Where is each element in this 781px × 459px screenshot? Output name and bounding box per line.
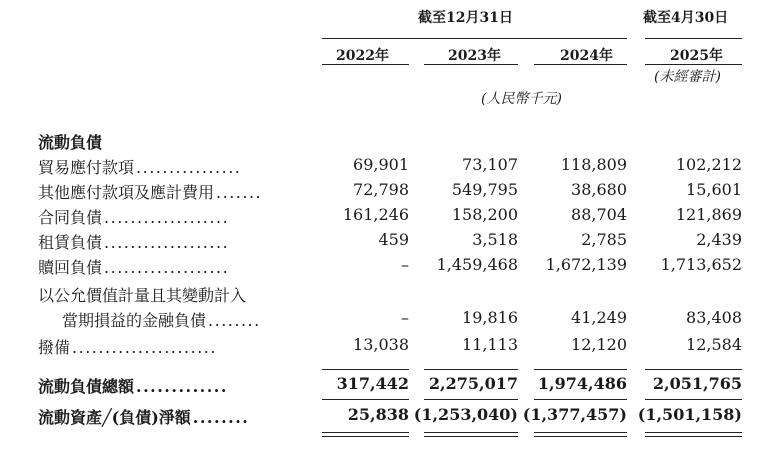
row-value-2022: 317,442 (336, 374, 409, 393)
total-top-rule-2025 (645, 369, 742, 370)
row-label-text: 撥備 (38, 338, 71, 357)
row-leader-dots: ............. (136, 377, 228, 396)
row-value-2023: 1,459,468 (436, 255, 518, 274)
row-label-text: 當期損益的金融負債 (62, 311, 207, 330)
year-2024: 2024年 (560, 48, 613, 64)
row-value-2022: 13,038 (353, 335, 409, 354)
row-value-2025: 15,601 (686, 180, 742, 199)
net-double-rule-b-2022 (322, 436, 409, 437)
row-label (38, 405, 249, 428)
total-top-rule-2022 (322, 369, 409, 370)
row-leader-dots: ................... (104, 208, 230, 227)
unit-note: (人民幣千元) (481, 91, 562, 107)
net-double-rule-b-2024 (534, 436, 627, 437)
year-rule-2025 (645, 64, 742, 65)
row-value-2024: 1,974,486 (537, 374, 627, 393)
row-label (38, 374, 228, 397)
row-value-2024: (1,377,457) (522, 405, 627, 424)
row-value-2023: 3,518 (472, 230, 518, 249)
row-value-2023: 158,200 (451, 205, 518, 224)
net-double-rule-b-2023 (424, 436, 518, 437)
net-double-rule-a-2022 (322, 432, 409, 433)
row-label (38, 335, 217, 358)
row-value-2024: 118,809 (560, 155, 627, 174)
net-double-rule-a-2025 (645, 432, 742, 433)
year-2022: 2022年 (336, 48, 389, 64)
header-group-rule (322, 38, 627, 39)
row-leader-dots: ........ (192, 408, 250, 427)
year-rule-2023 (424, 64, 518, 65)
row-value-2024: 1,672,139 (545, 255, 627, 274)
row-label (62, 308, 261, 331)
net-double-rule-b-2025 (645, 436, 742, 437)
total-top-rule-2023 (424, 369, 518, 370)
row-value-2024: 41,249 (571, 308, 627, 327)
row-value-2022: 72,798 (353, 180, 409, 199)
row-value-2023: (1,253,040) (413, 405, 518, 424)
header-group-label: 截至12月31日 (418, 10, 513, 26)
row-value-2025: 2,439 (696, 230, 742, 249)
row-value-2022: – (401, 255, 409, 274)
row-value-2024: 88,704 (571, 205, 627, 224)
row-leader-dots (246, 286, 248, 305)
row-value-2024: 12,120 (571, 335, 627, 354)
row-value-2022: – (401, 308, 409, 327)
total-bottom-rule-2023 (424, 399, 518, 400)
row-value-2024: 2,785 (581, 230, 627, 249)
row-value-2025: (1,501,158) (637, 405, 742, 424)
row-label (38, 283, 248, 306)
row-leader-dots: ........ (208, 311, 261, 330)
row-leader-dots: ................... (104, 233, 230, 252)
row-value-2022: 25,838 (347, 405, 409, 424)
row-value-2025: 12,584 (686, 335, 742, 354)
row-label (38, 230, 229, 253)
total-bottom-rule-2022 (322, 399, 409, 400)
header-group-rule-2025 (645, 38, 742, 39)
row-value-2025: 1,713,652 (660, 255, 742, 274)
row-label (38, 180, 262, 203)
year-rule-2022 (322, 64, 409, 65)
row-label-text: 流動負債總額 (38, 377, 135, 396)
year-2023: 2023年 (448, 48, 501, 64)
row-value-2023: 19,816 (462, 308, 518, 327)
row-value-2024: 38,680 (571, 180, 627, 199)
row-label-text: 贖回負債 (38, 258, 103, 277)
header-group-label-2025: 截至4月30日 (643, 10, 729, 26)
row-value-2022: 69,901 (353, 155, 409, 174)
row-label-text: 其他應付款項及應計費用 (38, 183, 215, 202)
row-value-2023: 2,275,017 (428, 374, 518, 393)
row-label-text: 租賃負債 (38, 233, 103, 252)
section-title: 流動負債 (38, 133, 103, 152)
total-bottom-rule-2025 (645, 399, 742, 400)
row-value-2025: 121,869 (675, 205, 742, 224)
row-leader-dots: ................... (104, 258, 230, 277)
row-label (38, 205, 229, 228)
row-value-2025: 2,051,765 (652, 374, 742, 393)
net-double-rule-a-2023 (424, 432, 518, 433)
row-label-text: 貿易應付款項 (38, 158, 135, 177)
net-double-rule-a-2024 (534, 432, 627, 433)
row-leader-dots: ...................... (72, 338, 217, 357)
row-label-text: 流動資產╱(負債)淨額 (38, 408, 191, 427)
total-top-rule-2024 (534, 369, 627, 370)
row-value-2022: 459 (378, 230, 409, 249)
row-value-2025: 83,408 (686, 308, 742, 327)
row-leader-dots: ................ (136, 158, 242, 177)
year-2025: 2025年 (670, 48, 723, 64)
row-value-2023: 73,107 (462, 155, 518, 174)
row-label (38, 155, 241, 178)
total-bottom-rule-2024 (534, 399, 627, 400)
row-leader-dots: ....... (216, 183, 263, 202)
row-value-2023: 11,113 (462, 335, 518, 354)
row-value-2022: 161,246 (342, 205, 409, 224)
unaudited-note: (未經審計) (654, 69, 721, 85)
row-label-text: 合同負債 (38, 208, 103, 227)
row-label-text: 以公允價值計量且其變動計入 (38, 286, 247, 305)
row-value-2025: 102,212 (675, 155, 742, 174)
year-rule-2024 (534, 64, 627, 65)
row-value-2023: 549,795 (451, 180, 518, 199)
row-label (38, 255, 229, 278)
